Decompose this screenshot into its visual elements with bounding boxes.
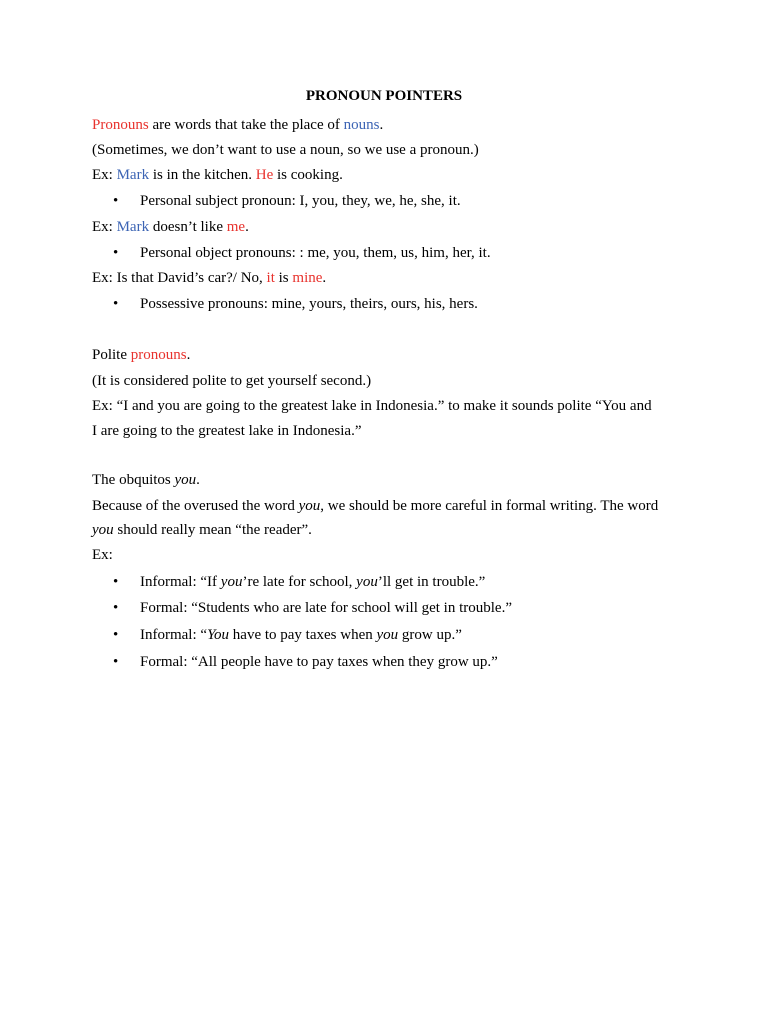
bullet-icon: • xyxy=(113,654,119,670)
italic-you: you xyxy=(92,522,114,538)
bullet-item xyxy=(113,244,491,262)
section-heading-obquitos xyxy=(92,471,200,489)
text-run: . xyxy=(186,347,191,363)
example-line-3 xyxy=(92,269,326,287)
text-run: , we should be more careful in formal writing. The word xyxy=(320,498,659,514)
text-run: . xyxy=(245,219,249,235)
bullet-item xyxy=(113,653,498,671)
bullet-item xyxy=(113,599,512,617)
text-run: The obquitos xyxy=(92,472,175,488)
paragraph-line-2 xyxy=(92,521,312,539)
term-nouns: nouns xyxy=(343,117,380,133)
text-run: Because of the overused the word xyxy=(92,498,299,514)
noun-highlight: Mark xyxy=(116,167,150,183)
bullet-icon: • xyxy=(113,627,119,643)
text-run: Ex: xyxy=(92,167,117,183)
bullet-item xyxy=(113,192,461,210)
page-title: PRONOUN POINTERS xyxy=(305,88,463,104)
term-pronouns: pronouns xyxy=(130,347,187,363)
text-run: doesn’t like xyxy=(149,219,227,235)
text-run: is xyxy=(274,270,293,286)
paragraph-line-1 xyxy=(92,497,658,515)
bullet-text: Personal object pronouns: : me, you, them, us, him, her, it. xyxy=(140,245,491,261)
italic-you: you xyxy=(376,627,399,643)
text-run: Ex: Is that David’s car?/ No, xyxy=(92,270,267,286)
text-run: . xyxy=(379,117,384,133)
example-line-2 xyxy=(92,218,249,236)
bullet-text: Formal: “Students who are late for school will get in trouble.” xyxy=(140,600,512,616)
bullet-item xyxy=(113,626,462,644)
italic-you: You xyxy=(207,627,230,643)
example-line-1 xyxy=(92,166,343,184)
bullet-icon: • xyxy=(113,600,119,616)
bullet-text: Formal: “All people have to pay taxes when they grow up.” xyxy=(140,654,498,670)
text-run: is cooking. xyxy=(273,167,343,183)
bullet-icon: • xyxy=(113,245,119,261)
text-run: is in the kitchen. xyxy=(149,167,256,183)
text-run: are words that take the place of xyxy=(148,117,344,133)
text-run: Ex: xyxy=(92,219,117,235)
polite-example-line-2: I are going to the greatest lake in Indonesia.” xyxy=(92,423,362,439)
text-run: ’ll get in trouble.” xyxy=(377,574,486,590)
text-run: Polite xyxy=(92,347,131,363)
bullet-icon: • xyxy=(113,574,119,590)
text-run: . xyxy=(322,270,327,286)
pronoun-highlight: it xyxy=(266,270,275,286)
section-heading-polite xyxy=(92,346,190,364)
text-run: ’re late for school, xyxy=(242,574,357,590)
polite-example-line-1: Ex: “I and you are going to the greatest lake in Indonesia.” to make it sounds polite “You and xyxy=(92,398,652,414)
bullet-text: Personal subject pronoun: I, you, they, we, he, she, it. xyxy=(140,193,461,209)
definition-line xyxy=(92,116,383,134)
note-line: (Sometimes, we don’t want to use a noun, so we use a pronoun.) xyxy=(92,142,479,158)
text-run: . xyxy=(196,472,200,488)
pronoun-highlight: mine xyxy=(292,270,323,286)
pronoun-highlight: He xyxy=(255,167,274,183)
bullet-item xyxy=(113,573,485,591)
text-run: Informal: “ xyxy=(140,627,208,643)
italic-you: you xyxy=(298,498,321,514)
text-run: Informal: “If xyxy=(140,574,221,590)
bullet-icon: • xyxy=(113,296,119,312)
bullet-item xyxy=(113,295,478,313)
pronoun-highlight: me xyxy=(226,219,246,235)
noun-highlight: Mark xyxy=(116,219,150,235)
polite-note: (It is considered polite to get yourself second.) xyxy=(92,373,372,389)
text-run: should really mean “the reader”. xyxy=(113,522,312,538)
ex-label: Ex: xyxy=(92,547,113,563)
bullet-icon: • xyxy=(113,193,119,209)
text-run: grow up.” xyxy=(398,627,462,643)
bullet-text: Possessive pronouns: mine, yours, theirs, ours, his, hers. xyxy=(140,296,478,312)
text-run: have to pay taxes when xyxy=(229,627,377,643)
italic-you: you xyxy=(220,574,243,590)
italic-you: you xyxy=(174,472,197,488)
term-pronouns: Pronouns xyxy=(92,117,149,133)
italic-you: you xyxy=(356,574,378,590)
